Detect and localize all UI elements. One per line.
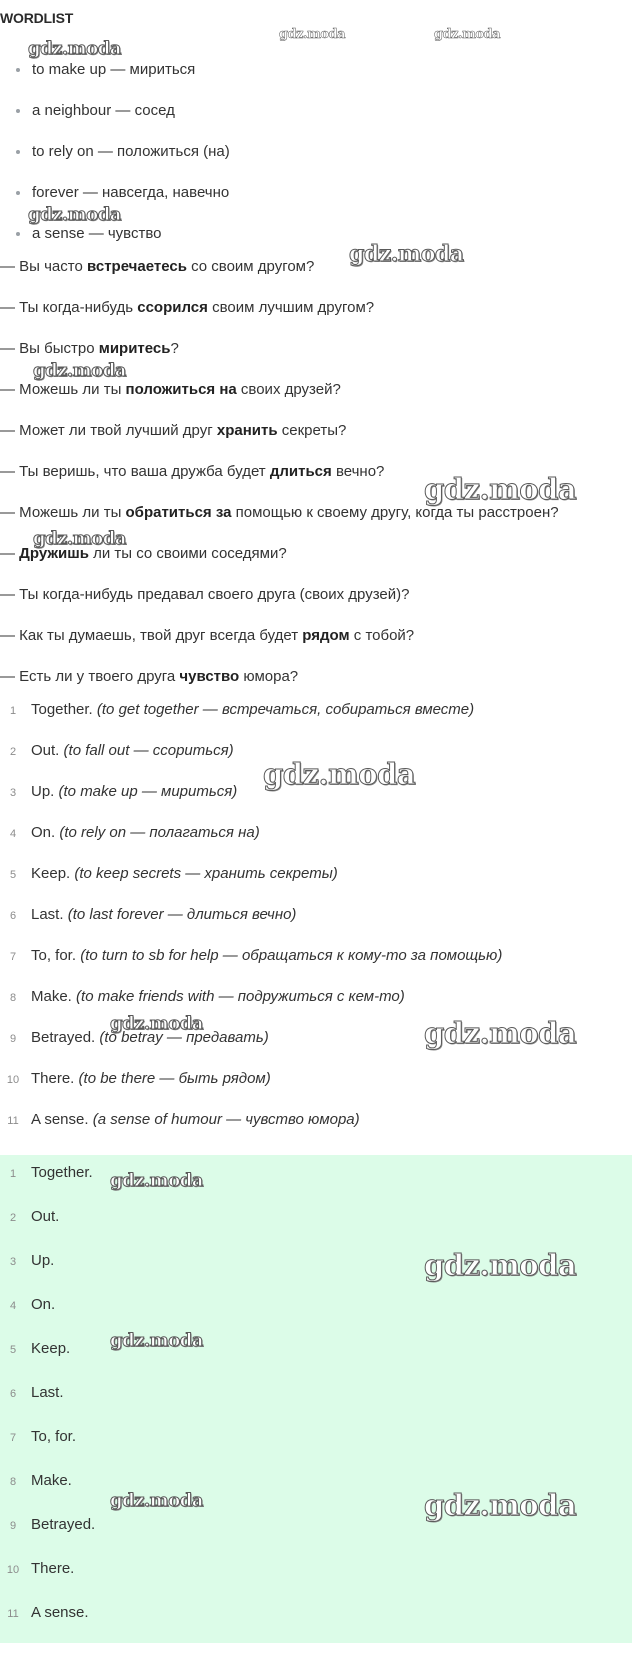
explanation-item: 1 Together. (to get together — встречаться, собираться вместе) xyxy=(9,701,475,718)
wordlist-item: a neighbour — сосед xyxy=(16,101,175,121)
bullet-icon xyxy=(16,150,20,154)
answer-box xyxy=(0,1155,632,1643)
answer-item: 10 There. xyxy=(6,1560,75,1577)
explanation-item: 6 Last. (to last forever — длиться вечно) xyxy=(9,906,297,923)
bullet-icon xyxy=(16,232,20,236)
answer-item: 9 Betrayed. xyxy=(9,1516,96,1533)
watermark: gdz.moda xyxy=(28,204,121,225)
watermark: gdz.moda xyxy=(424,1016,577,1050)
explanation-item: 8 Make. (to make friends with — подружиться с кем-то) xyxy=(9,988,405,1005)
question-line: — Вы часто встречаетесь со своим другом? xyxy=(0,258,315,275)
explanation-item: 3 Up. (to make up — мириться) xyxy=(9,783,238,800)
question-line: — Как ты думаешь, твой друг всегда будет рядом с тобой? xyxy=(0,627,415,644)
answer-item: 6 Last. xyxy=(9,1384,64,1401)
watermark: gdz.moda xyxy=(110,1170,203,1191)
answer-item: 11 A sense. xyxy=(7,1604,89,1621)
explanation-item: 7 To, for. (to turn to sb for help — обращаться к кому-то за помощью) xyxy=(9,947,503,964)
question-line: — Может ли твой лучший друг хранить секреты? xyxy=(0,422,347,439)
watermark: gdz.moda xyxy=(279,27,346,42)
question-line: — Можешь ли ты обратиться за помощью к своему другу, когда ты расстроен? xyxy=(0,504,559,521)
watermark: gdz.moda xyxy=(110,1013,203,1034)
wordlist-item: a sense — чувство xyxy=(16,224,162,244)
bullet-icon xyxy=(16,191,20,195)
bullet-icon xyxy=(16,68,20,72)
question-line: — Есть ли у твоего друга чувство юмора? xyxy=(0,668,299,685)
answer-item: 3 Up. xyxy=(9,1252,55,1269)
explanation-item: 11 A sense. (a sense of humour — чувство юмора) xyxy=(7,1111,360,1128)
answer-item: 5 Keep. xyxy=(9,1340,71,1357)
explanation-item: 4 On. (to rely on — полагаться на) xyxy=(9,824,260,841)
watermark: gdz.moda xyxy=(33,360,126,381)
watermark: gdz.moda xyxy=(110,1490,203,1511)
watermark: gdz.moda xyxy=(110,1330,203,1351)
wordlist-item: to rely on — положиться (на) xyxy=(16,142,230,162)
watermark: gdz.moda xyxy=(424,472,577,506)
watermark: gdz.moda xyxy=(28,38,121,59)
explanation-item: 9 Betrayed. (to betray — предавать) xyxy=(9,1029,269,1046)
question-line: — Ты когда-нибудь предавал своего друга (своих друзей)? xyxy=(0,586,410,603)
answer-item: 4 On. xyxy=(9,1296,56,1313)
watermark: gdz.moda xyxy=(33,528,126,549)
watermark: gdz.moda xyxy=(349,241,464,267)
explanation-item: 10 There. (to be there — быть рядом) xyxy=(6,1070,271,1087)
watermark: gdz.moda xyxy=(263,757,416,791)
explanation-item: 5 Keep. (to keep secrets — хранить секреты) xyxy=(9,865,338,882)
answer-item: 1 Together. xyxy=(9,1164,93,1181)
watermark: gdz.moda xyxy=(424,1488,577,1522)
question-line: — Вы быстро миритесь? xyxy=(0,340,179,357)
wordlist-item: forever — навсегда, навечно xyxy=(16,183,229,203)
explanation-item: 2 Out. (to fall out — ссориться) xyxy=(9,742,234,759)
answer-item: 7 To, for. xyxy=(9,1428,77,1445)
question-line: — Дружишь ли ты со своими соседями? xyxy=(0,545,287,562)
answer-item: 2 Out. xyxy=(9,1208,60,1225)
question-line: — Ты когда-нибудь ссорился своим лучшим другом? xyxy=(0,299,375,316)
watermark: gdz.moda xyxy=(434,27,501,42)
watermark: gdz.moda xyxy=(424,1248,577,1282)
bullet-icon xyxy=(16,109,20,113)
question-line: — Ты веришь, что ваша дружба будет длиться вечно? xyxy=(0,463,385,480)
wordlist-heading: WORDLIST xyxy=(0,10,74,26)
wordlist-item: to make up — мириться xyxy=(16,60,195,80)
question-line: — Можешь ли ты положиться на своих друзей? xyxy=(0,381,341,398)
answer-item: 8 Make. xyxy=(9,1472,72,1489)
